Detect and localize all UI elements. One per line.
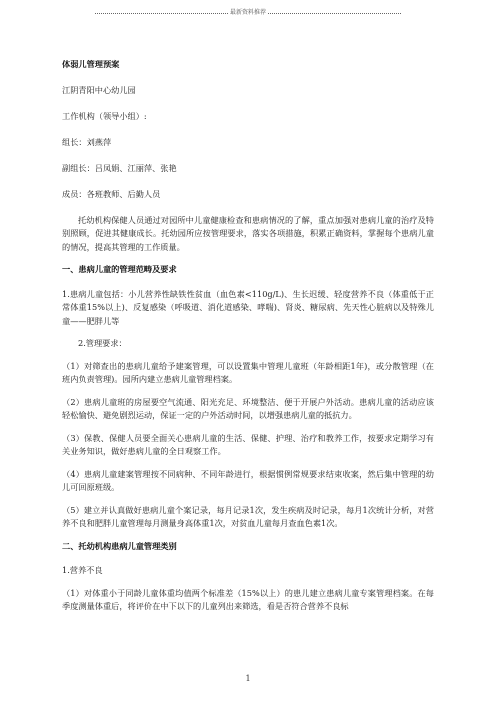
section-1-paragraph-4: （2）患病儿童班的房屋要空气流通、阳光充足、环境整洁、便于开展户外活动。患病儿童的活动应该轻松愉快、避免剧烈运动，保证一定的户外活动时间，以增强患病儿童的抵抗力。	[62, 396, 434, 420]
page-number: 1	[245, 674, 251, 683]
section-1-paragraph-6: （4）患病儿童建案管理按不同病种、不同年龄进行，根据惯例常规要求结束收案，然后集中管理的幼儿可回原班级。	[62, 468, 434, 492]
section-2-paragraph-1: 1.营养不良	[62, 565, 103, 575]
document-body	[62, 58, 434, 623]
section-1-paragraph-3: （1）对筛查出的患病儿童给予建案管理，可以设置集中管理儿童班（年龄相距1年)，或分散管理（在班内负责管理)。园所内建立患病儿童管理档案。	[62, 360, 434, 384]
section-1-title: 一、患病儿童的管理范畴及要求	[62, 264, 177, 274]
header-dots-left	[95, 12, 228, 14]
section-1-paragraph-1: 1.患病儿童包括：小儿营养性缺铁性贫血（血色素<110g/L)、生长迟缓、轻度营养不良（体重低于正常体重15%以上)、反复感染（呼吸道、消化道感染、哮喘)、肾炎、糖尿病、先天性心脏病以及特殊儿童——肥胖儿等	[62, 288, 434, 326]
section-1-paragraph-2: 2.管理要求：	[78, 338, 127, 348]
intro-paragraph: 托幼机构保健人员通过对园所中儿童健康检查和患病情况的了解，重点加强对患病儿童的治疗及特别照顾，促进其健康成长。托幼园所应按管理要求，落实各项措施，积累正确资料，掌握每个患病儿童的情况，提高其管理的工作质量。	[62, 214, 434, 252]
section-2-paragraph-2: （1）对体重小于同龄儿童体重均值两个标准差（15%以上）的患儿建立患病儿童专案管理档案。在每季度测量体重后，将评价在中下以下的儿童列出来筛选，看是否符合营养不良标	[62, 587, 434, 611]
org-heading: 工作机构（领导小组）:	[62, 110, 147, 121]
header-label: 最新资料推荐	[229, 9, 266, 16]
leader-line: 组长：刘燕萍	[62, 136, 112, 147]
header-dots-right	[268, 12, 401, 14]
deputy-line: 副组长：吕凤娟、江丽萍、张艳	[62, 162, 177, 173]
members-line: 成员：各班教师、后勤人员	[62, 188, 161, 199]
school-name: 江阴青阳中心幼儿园	[62, 84, 136, 95]
document-title: 体弱儿管理预案	[62, 59, 120, 69]
section-1-paragraph-5: （3）保教、保健人员要全面关心患病儿童的生活、保健、护理、治疗和教养工作，按要求定期学习有关业务知识，做好患病儿童的全日观察工作。	[62, 432, 434, 456]
section-2-title: 二、托幼机构患病儿童管理类别	[62, 540, 177, 551]
section-1-paragraph-7: （5）建立并认真做好患病儿童个案记录，每月记录1次，发生疾病及时记录，每月1次统计分析，对营养不良和肥胖儿童管理每月测量身高体重1次，对贫血儿童每月查血色素1次。	[62, 504, 434, 528]
page-header	[86, 7, 410, 16]
